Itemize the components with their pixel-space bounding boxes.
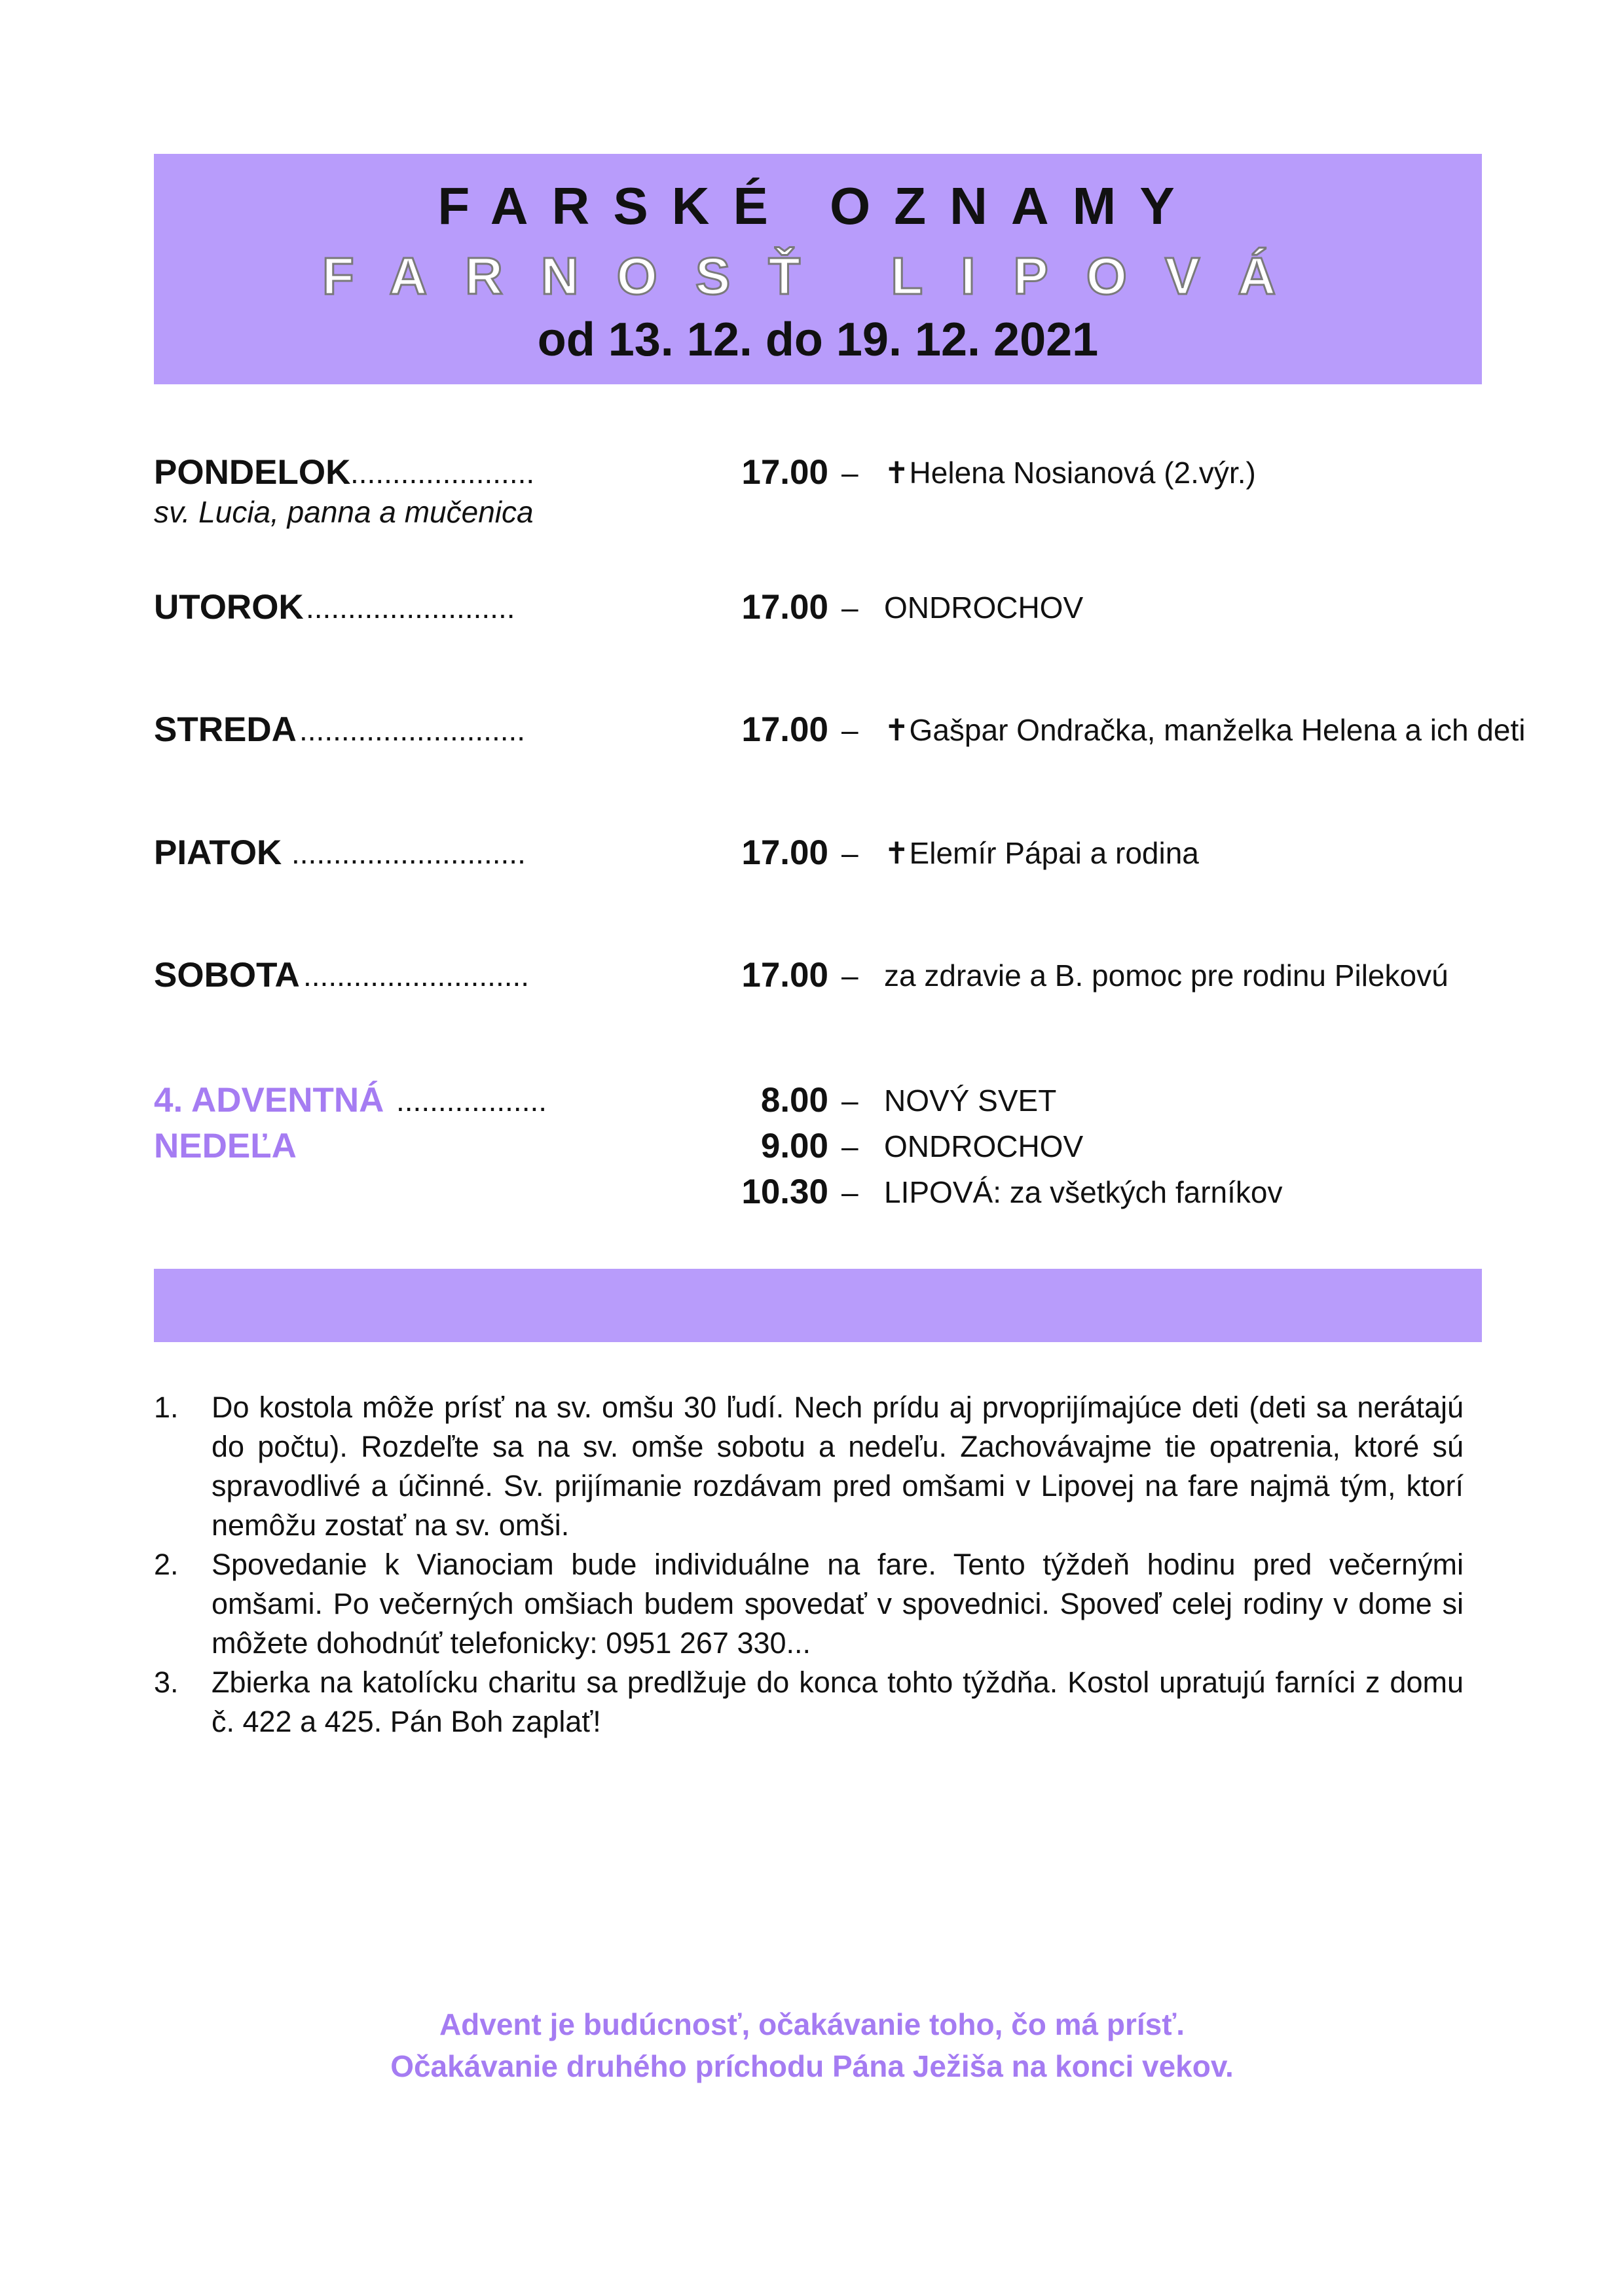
mass-time: 17.00 — [741, 833, 828, 872]
leader-dots: ........................... — [299, 713, 526, 747]
day-label: STREDA — [154, 710, 297, 749]
header-banner — [154, 154, 1482, 384]
mass-intention: za zdravie a B. pomoc pre rodinu Pilekovú — [884, 958, 1449, 993]
footer-line-2: Očakávanie druhého príchodu Pána Ježiša na konci vekov. — [390, 2049, 1234, 2083]
day-label: PIATOK — [154, 833, 282, 872]
document-title: FARSKÉ OZNAMY — [437, 177, 1198, 235]
dash: – — [841, 713, 858, 747]
mass-intention: ✝Gašpar Ondračka, manželka Helena a ich deti — [884, 713, 1526, 747]
mass-time: 9.00 — [760, 1127, 828, 1165]
schedule-row-tuesday — [154, 585, 1529, 630]
mass-intention: NOVÝ SVET — [884, 1084, 1057, 1118]
leader-dots: ...................... — [350, 456, 535, 490]
mass-time: 17.00 — [741, 956, 828, 994]
sunday-mass-3 — [154, 1169, 1529, 1215]
dash: – — [841, 456, 858, 490]
mass-time: 17.00 — [741, 588, 828, 627]
dash: – — [841, 1084, 858, 1118]
announcement-item — [154, 1545, 1464, 1663]
sunday-label-line1: 4. ADVENTNÁ — [154, 1081, 384, 1120]
leader-dots: ......................... — [306, 591, 515, 625]
mass-time: 17.00 — [741, 710, 828, 749]
item-number: 2. — [154, 1548, 179, 1581]
item-text: Do kostola môže prísť na sv. omšu 30 ľudí. Nech prídu aj prvoprijímajúce deti (deti sa nerátajú do počtu). Rozdeľte sa na sv. omše sobotu a nedeľu. Zachovávajme tie opatrenia, ktoré sú spravodlivé a účinné. Sv. prijímanie rozdávam pred omšami v Lipovej na fare najmä tým, ktorí nemôžu zostať na sv. omši. — [212, 1391, 1464, 1542]
dash: – — [841, 591, 858, 625]
mass-time: 17.00 — [741, 453, 828, 492]
dash: – — [841, 836, 858, 870]
mass-time: 8.00 — [760, 1081, 828, 1120]
sunday-label-line2: NEDEĽA — [154, 1127, 297, 1165]
item-text: Zbierka na katolícku charitu sa predlžuje do konca tohto týždňa. Kostol upratujú farníci z domu č. 422 a 425. Pán Boh zaplať! — [212, 1666, 1464, 1738]
mass-intention: ✝Elemír Pápai a rodina — [884, 836, 1199, 870]
announcements-list — [154, 1388, 1464, 1741]
announcement-item — [154, 1388, 1464, 1545]
divider-band — [154, 1269, 1482, 1342]
announcement-item — [154, 1663, 1464, 1741]
footer-quote — [0, 2003, 1624, 2087]
leader-dots: ............................ — [291, 836, 526, 870]
sunday-mass-1 — [154, 1078, 1529, 1123]
schedule-row-monday — [154, 450, 1529, 496]
leader-dots: .................. — [396, 1084, 547, 1118]
dash: – — [841, 1129, 858, 1163]
schedule-row-friday — [154, 830, 1529, 876]
mass-intention: ONDROCHOV — [884, 1129, 1084, 1163]
footer-line-1: Advent je budúcnosť, očakávanie toho, čo má prísť. — [439, 2007, 1185, 2041]
dash: – — [841, 1175, 858, 1209]
dash: – — [841, 958, 858, 993]
schedule-row-saturday — [154, 953, 1529, 998]
parish-name: FARNOSŤ LIPOVÁ — [322, 247, 1314, 305]
schedule-row-wednesday — [154, 707, 1529, 753]
item-number: 3. — [154, 1666, 179, 1699]
leader-dots: ........................... — [303, 958, 530, 993]
mass-intention: ONDROCHOV — [884, 591, 1084, 625]
saint-of-day: sv. Lucia, panna a mučenica — [154, 495, 534, 529]
sunday-mass-2 — [154, 1123, 1529, 1169]
mass-intention: LIPOVÁ: za všetkých farníkov — [884, 1175, 1283, 1209]
day-label: PONDELOK — [154, 453, 351, 492]
item-text: Spovedanie k Vianociam bude individuálne na fare. Tento týždeň hodinu pred večernými omšami. Po večerných omšiach budem spovedať v spovednici. Spoveď celej rodiny v dome si môžete dohodnúť telefonicky: 0951 267 330... — [212, 1548, 1464, 1660]
item-number: 1. — [154, 1391, 179, 1424]
day-label: SOBOTA — [154, 956, 300, 994]
mass-time: 10.30 — [741, 1173, 828, 1211]
date-range: od 13. 12. do 19. 12. 2021 — [537, 314, 1099, 366]
day-label: UTOROK — [154, 588, 304, 627]
mass-intention: ✝Helena Nosianová (2.výr.) — [884, 456, 1256, 490]
